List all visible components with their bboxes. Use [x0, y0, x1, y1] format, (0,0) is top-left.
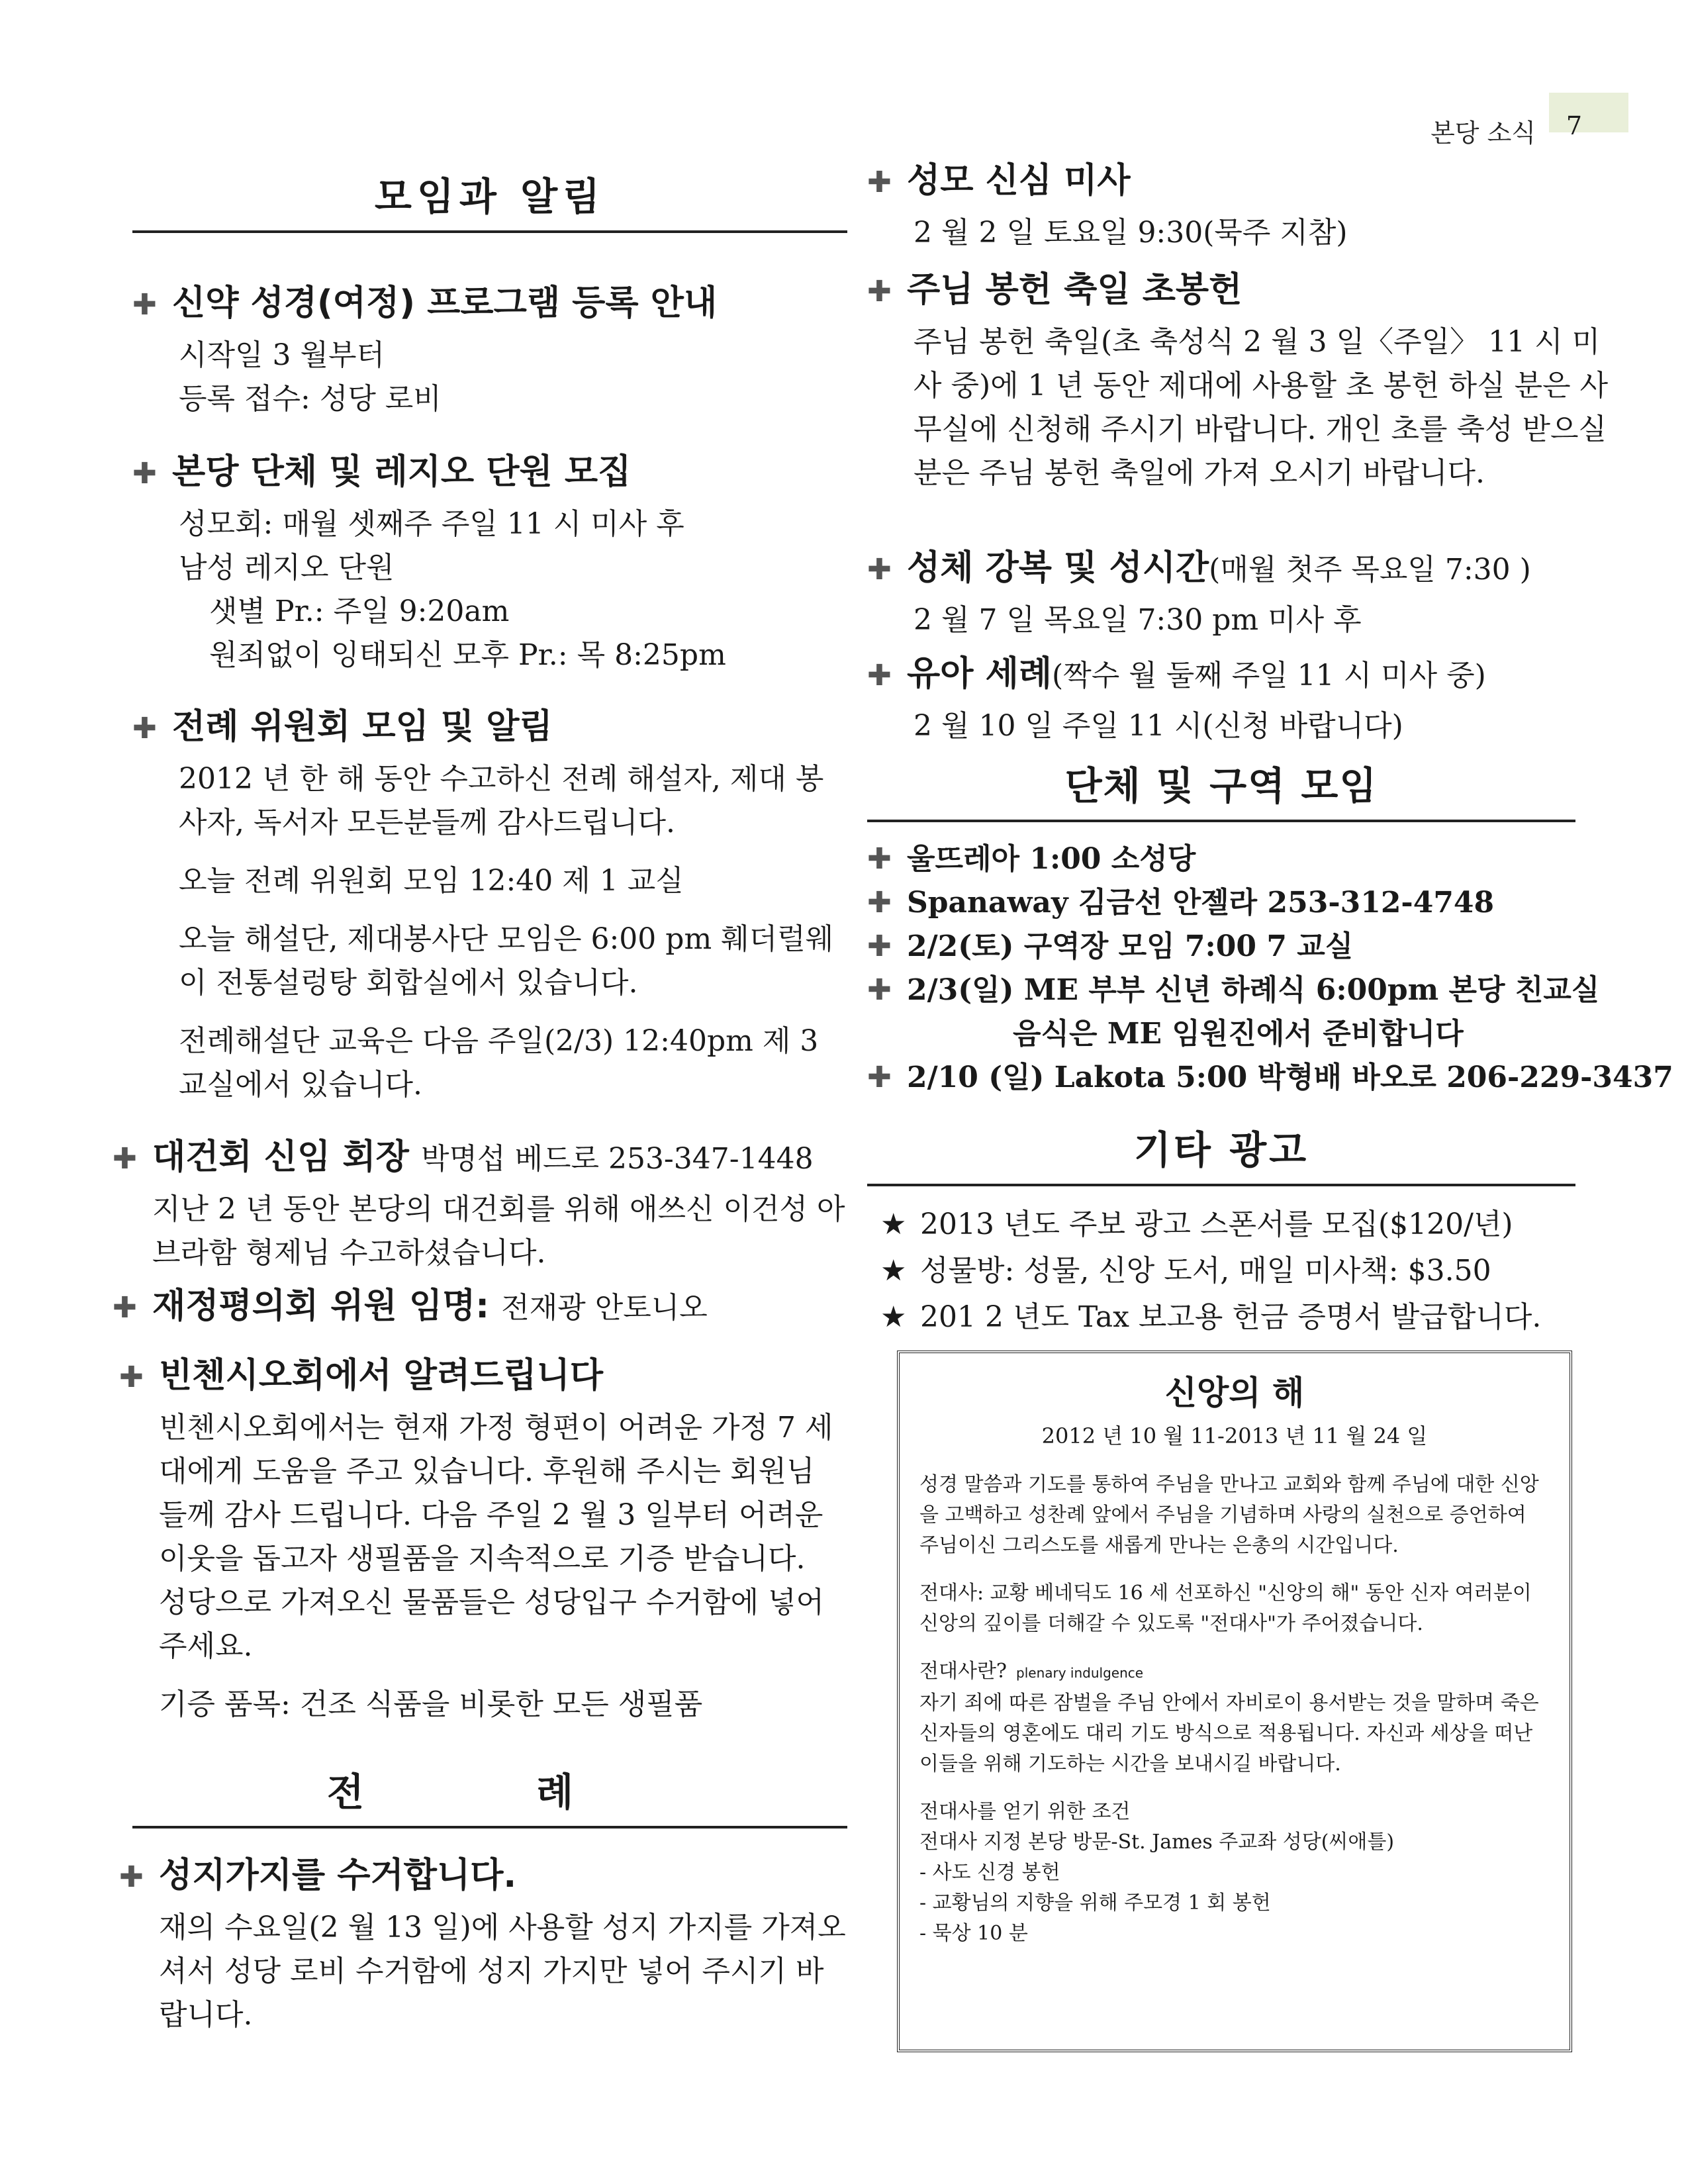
faith-box-title: 신앙의 해: [1164, 1374, 1305, 1412]
item-daegeon-president-body: 지난 2 년 동안 본당의 대건회를 위해 애쓰신 이건성 아브라함 형제님 수고하셨습니다.: [152, 1192, 845, 1270]
liturgy-section-title: 전 례: [132, 1761, 847, 1828]
item-liturgy-committee-body: 2012 년 한 해 동안 수고하신 전례 해설자, 제대 봉사자, 독서자 모든분들께 감사드립니다. 오늘 전례 위원회 모임 12:40 제 1 교실 오늘 해설단, 제대봉사단 모임은 6:00 pm 훼더럴웨이 전통설렁탕 회합실에서 있습니다. 전례해설단 교육은 다음 주일(2/3) 12:40pm 제 3 교실에서 있습니다.: [179, 762, 834, 1102]
page-number: 7: [1566, 111, 1582, 140]
item-palm-collect-title: ✚ 성지가지를 수거합니다.: [119, 1856, 517, 1895]
bullet-icon: ✚: [867, 842, 892, 876]
item-legio-recruit-body: 성모회: 매월 셋째주 주일 11 시 미사 후 남성 레지오 단원 샛별 Pr.: 주일 9:20am 원죄없이 잉태되신 모후 Pr.: 목 8:25pm: [179, 507, 726, 672]
group-line: ✚ 2/3(일) ME 부부 신년 하례식 6:00pm 본당 친교실: [867, 969, 1615, 1012]
item-palm-collect-body: 재의 수요일(2 월 13 일)에 사용할 성지 가지를 가져오셔서 성당 로비 수거함에 성지 가지만 넣어 주시기 바랍니다.: [159, 1911, 846, 2032]
faith-box-paragraph: 성경 말씀과 기도를 통하여 주님을 만나고 교회와 함께 주님에 대한 신앙을 고백하고 성찬례 앞에서 주님을 기념하며 사랑의 실천으로 증언하여 주님이신 그리스도를 새롭게 만나는 은총의 시간입니다.: [919, 1473, 1539, 1557]
item-candlemas-title: ✚ 주님 봉헌 축일 초봉헌: [867, 270, 1243, 310]
item-adoration-body: 2 월 7 일 목요일 7:30 pm 미사 후: [914, 603, 1362, 637]
page-section-label: 본당 소식: [1430, 119, 1536, 148]
item-candlemas-body: 주님 봉헌 축일(초 축성식 2 월 3 일〈주일〉 11 시 미사 중)에 1 년 동안 제대에 사용할 초 봉헌 하실 분은 사무실에 신청해 주시기 바랍니다. 개인 초를 축성 받으실 분은 주님 봉헌 축일에 가져 오시기 바랍니다.: [914, 325, 1609, 490]
faith-box-conditions: 전대사를 얻기 위한 조건 전대사 지정 본당 방문-St. James 주교좌 성당(씨애틀) - 사도 신경 봉헌 - 교황님의 지향을 위해 주모경 1 회 봉헌 - 묵상 10 분: [919, 1800, 1395, 1945]
bullet-icon: ✚: [867, 929, 892, 963]
item-liturgy-committee-title: ✚ 전례 위원회 모임 및 알림: [132, 707, 553, 747]
item-finance-council-title: ✚ 재정평의회 위원 임명: 전재광 안토니오: [113, 1286, 708, 1326]
item-vincent-body: 빈첸시오회에서는 현재 가정 형편이 어려운 가정 7 세대에게 도움을 주고 있습니다. 후원해 주시는 회원님들께 감사 드립니다. 다음 주일 2 월 3 일부터 어려운 이웃을 돕고자 생필품을 지속적으로 기증 받습니다. 성당으로 가져오신 물품들은 성당입구 수거함에 넣어 주세요. 기증 품목: 건조 식품을 비롯한 모든 생필품: [159, 1411, 833, 1721]
item-infant-baptism-title: ✚ 유아 세례(짝수 월 둘째 주일 11 시 미사 중): [867, 654, 1486, 694]
star-icon: ★: [880, 1208, 907, 1241]
bullet-icon: ✚: [867, 1061, 892, 1094]
faith-box-paragraph: 자기 죄에 따른 잠벌을 주님 안에서 자비로이 용서받는 것을 말하며 죽은 신자들의 영혼에도 대리 기도 방식으로 적용됩니다. 자신과 세상을 떠난 이들을 위해 기도하는 시간을 보내시길 바랍니다.: [919, 1691, 1539, 1776]
group-line: ✚ Spanaway 김금선 안젤라 253-312-4748: [867, 881, 1615, 925]
ads-section-title: 기타 광고: [867, 1119, 1575, 1186]
item-marian-mass-body: 2 월 2 일 토요일 9:30(묵주 지참): [914, 216, 1348, 250]
group-line-continued: 음식은 ME 임원진에서 준비합니다: [1013, 1017, 1464, 1051]
bullet-icon: ✚: [867, 973, 892, 1007]
page-tab-decoration: [1549, 93, 1628, 132]
groups-list: [867, 837, 1673, 1100]
item-infant-baptism-body: 2 월 10 일 주일 11 시(신청 바랍니다): [914, 709, 1403, 743]
bullet-icon: ✚: [867, 659, 892, 692]
ads-list: [880, 1202, 1628, 1341]
ad-line: ★ 201 2 년도 Tax 보고용 헌금 증명서 발급합니다.: [880, 1294, 1628, 1341]
item-bible-program-title: ✚ 신약 성경(여정) 프로그램 등록 안내: [132, 283, 718, 323]
bullet-icon: ✚: [867, 886, 892, 920]
item-bible-program-body: 시작일 3 월부터 등록 접수: 성당 로비: [179, 338, 442, 416]
bullet-icon: ✚: [867, 166, 892, 199]
item-marian-mass-title: ✚ 성모 신심 미사: [867, 161, 1131, 201]
item-vincent-title: ✚ 빈첸시오회에서 알려드립니다: [119, 1356, 604, 1396]
group-line: ✚ 2/2(토) 구역장 모임 7:00 7 교실: [867, 925, 1615, 969]
bullet-icon: ✚: [113, 1142, 137, 1176]
bullet-icon: ✚: [867, 275, 892, 309]
item-legio-recruit-title: ✚ 본당 단체 및 레지오 단원 모집: [132, 452, 632, 492]
star-icon: ★: [880, 1300, 907, 1334]
bullet-icon: ✚: [113, 1291, 137, 1325]
faith-box-question: 전대사란? plenary indulgence: [919, 1660, 1144, 1683]
groups-section-title: 단체 및 구역 모임: [867, 755, 1575, 822]
year-of-faith-box: [897, 1351, 1572, 2052]
bullet-icon: ✚: [132, 712, 157, 745]
meetings-section-title: 모임과 알림: [132, 166, 847, 233]
star-icon: ★: [880, 1254, 907, 1288]
group-line: ✚ 2/10 (일) Lakota 5:00 박형배 바오로 206-229-3437: [867, 1056, 1615, 1100]
item-adoration-title: ✚ 성체 강복 및 성시간(매월 첫주 목요일 7:30 ): [867, 548, 1531, 588]
ad-line: ★ 성물방: 성물, 신앙 도서, 매일 미사책: $3.50: [880, 1248, 1628, 1294]
item-daegeon-president-title: ✚ 대건회 신임 회장 박명섭 베드로 253-347-1448: [113, 1137, 814, 1177]
bullet-icon: ✚: [132, 457, 157, 491]
bullet-icon: ✚: [119, 1360, 144, 1394]
bullet-icon: ✚: [132, 288, 157, 322]
group-line: ✚ 울뜨레아 1:00 소성당: [867, 837, 1615, 881]
faith-box-paragraph: 전대사: 교황 베네딕도 16 세 선포하신 "신앙의 해" 동안 신자 여러분이 신앙의 깊이를 더해갈 수 있도록 "전대사"가 주어졌습니다.: [919, 1582, 1532, 1635]
bullet-icon: ✚: [119, 1860, 144, 1894]
faith-box-date: 2012 년 10 월 11-2013 년 11 월 24 일: [1041, 1423, 1428, 1448]
bullet-icon: ✚: [867, 553, 892, 587]
ad-line: ★ 2013 년도 주보 광고 스폰서를 모집($120/년): [880, 1202, 1628, 1248]
